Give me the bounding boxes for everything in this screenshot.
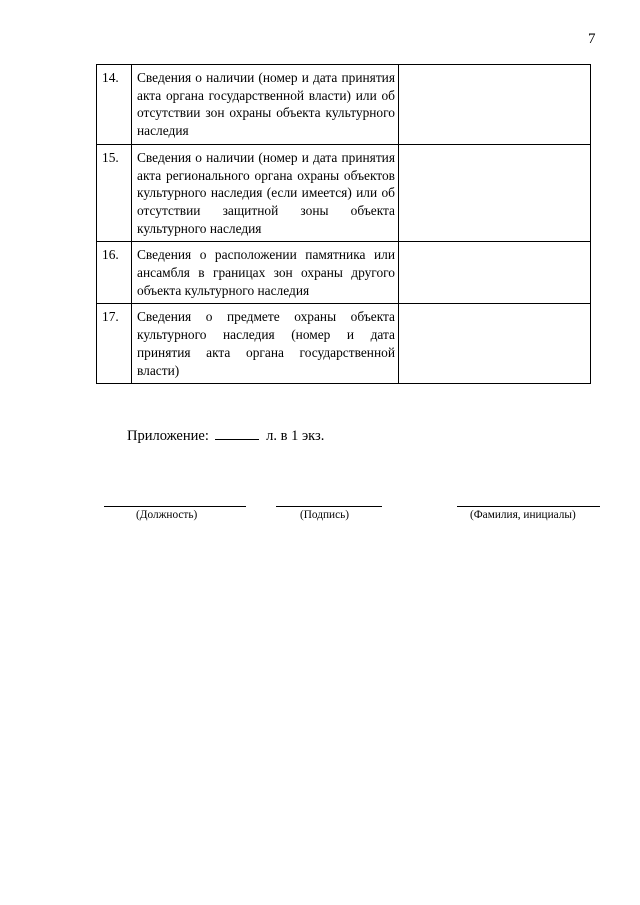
appendix-line — [127, 426, 324, 445]
position-label: (Должность) — [136, 509, 198, 521]
row-value — [399, 65, 591, 145]
signature-line — [276, 506, 382, 507]
table-row — [97, 65, 591, 145]
appendix-sheets-blank — [215, 426, 259, 440]
page-number: 7 — [588, 31, 596, 47]
position-line — [104, 506, 246, 507]
row-number: 17. — [97, 304, 132, 384]
row-value — [399, 304, 591, 384]
row-description: Сведения о предмете охраны объекта культурного наследия (номер и дата принятия акта органа государственной власти) — [132, 304, 399, 384]
row-value — [399, 144, 591, 242]
row-description: Сведения о наличии (номер и дата принятия акта органа государственной власти) или об отсутствии зон охраны объекта культурного наследия — [132, 65, 399, 145]
info-table — [96, 64, 591, 384]
appendix-suffix: л. в 1 экз. — [266, 428, 325, 444]
name-line — [457, 506, 600, 507]
table-row — [97, 304, 591, 384]
table-row — [97, 242, 591, 304]
row-description: Сведения о наличии (номер и дата принятия акта регионального органа охраны объектов культурного наследия (если имеется) или об отсутствии защитной зоны объекта культурного наследия — [132, 144, 399, 242]
row-description: Сведения о расположении памятника или ансамбля в границах зон охраны другого объекта культурного наследия — [132, 242, 399, 304]
row-number: 16. — [97, 242, 132, 304]
name-label: (Фамилия, инициалы) — [470, 509, 576, 521]
row-number: 15. — [97, 144, 132, 242]
table-row — [97, 144, 591, 242]
appendix-label: Приложение: — [127, 428, 209, 444]
row-number: 14. — [97, 65, 132, 145]
signature-label: (Подпись) — [300, 509, 350, 521]
row-value — [399, 242, 591, 304]
